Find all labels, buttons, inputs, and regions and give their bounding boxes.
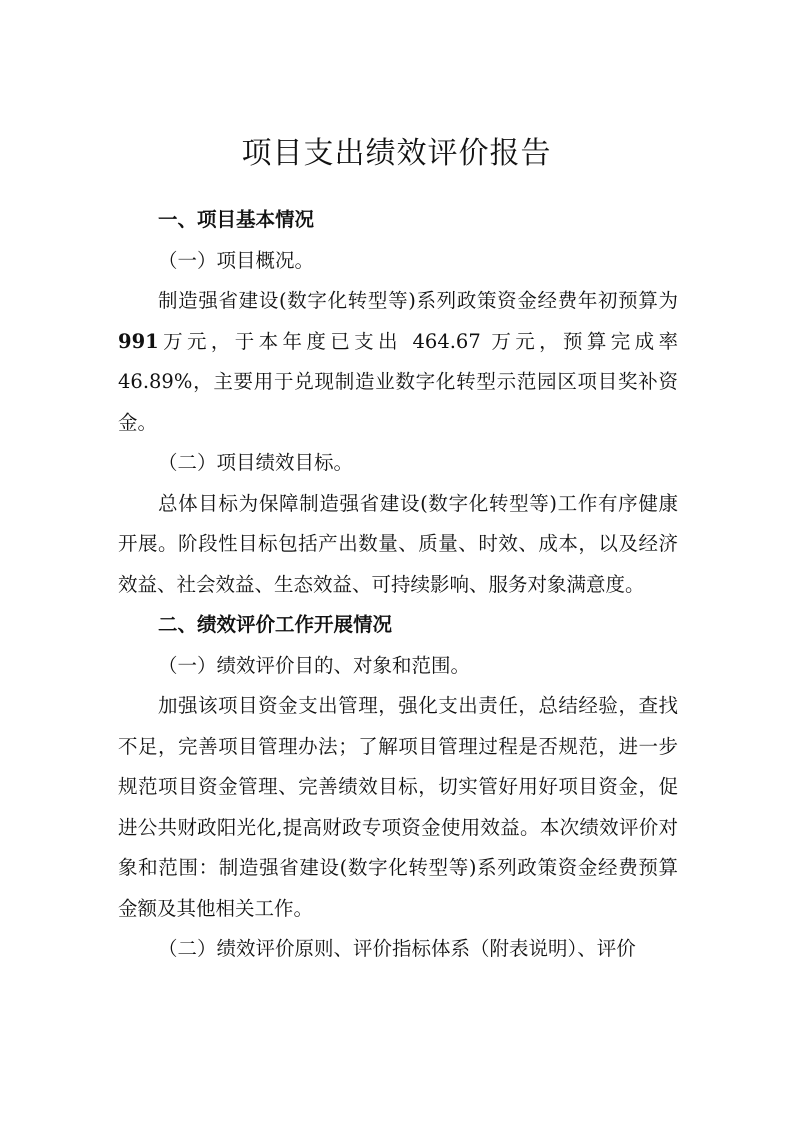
paragraph-performance-goals: 总体目标为保障制造强省建设(数字化转型等)工作有序健康开展。阶段性目标包括产出数量、质量、时效、成本，以及经济效益、社会效益、生态效益、可持续影响、服务对象满意度。 [118,491,678,596]
budget-amount: 991 [118,329,159,353]
subheading-evaluation-purpose: （一）绩效评价目的、对象和范围。 [158,653,471,677]
paragraph-evaluation-purpose: 加强该项目资金支出管理，强化支出责任，总结经验，查找不足，完善项目管理办法；了解项目管理过程是否规范，进一步规范项目资金管理、完善绩效目标，切实管好用好项目资金，促进公共财政阳光化,提高财政专项资金使用效益。本次绩效评价对象和范围：制造强省建设(数字化转型等)系列政策资金经费预算金额及其他相关工作。 [118,694,678,920]
subheading-evaluation-principles: （二）绩效评价原则、评价指标体系（附表说明）、评价 [158,937,636,960]
document-title: 项目支出绩效评价报告 [241,136,552,171]
overview-text-part-2: 万元，于本年度已支出 464.67 万元，预算完成率 46.89%，主要用于兑现制造业数字化转型示范园区项目奖补资金。 [118,329,678,434]
section-heading-evaluation-work: 二、绩效评价工作开展情况 [158,613,393,636]
subheading-project-overview: （一）项目概况。 [158,248,315,272]
paragraph-project-overview [118,281,678,443]
document-body [118,200,678,970]
subheading-performance-goals: （二）项目绩效目标。 [158,451,354,474]
section-heading-basic-info: 一、项目基本情况 [158,208,315,231]
overview-text-part-1: 制造强省建设(数字化转型等)系列政策资金经费年初预算为 [158,289,678,312]
